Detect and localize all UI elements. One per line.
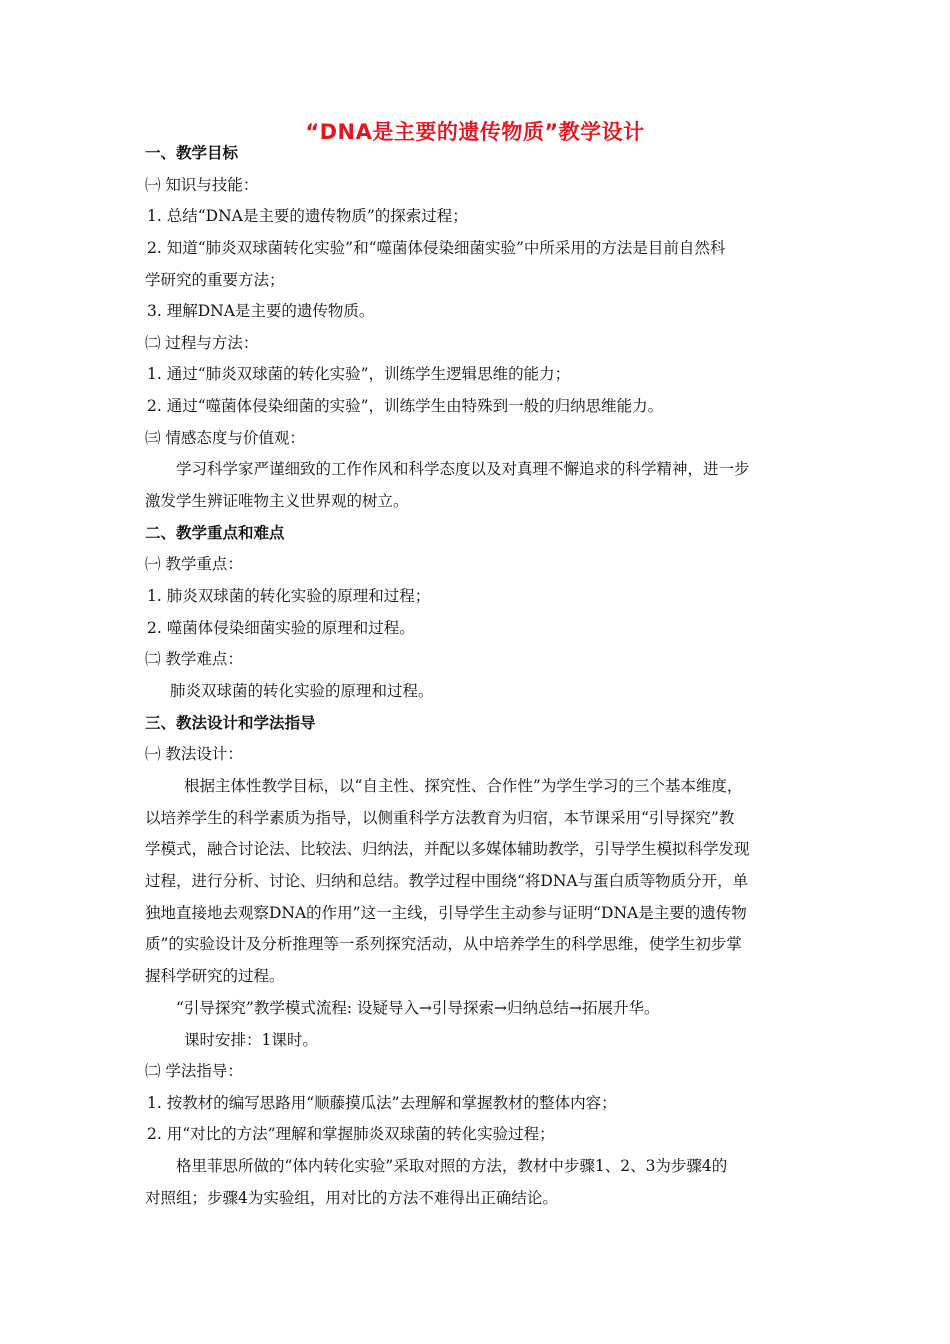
paragraph-line: 根据主体性教学目标，以“自主性、探究性、合作性”为学生学习的三个基本维度， [184,777,743,795]
subsection-heading: ㈠ 教法设计： [145,745,243,763]
paragraph-line: 学模式，融合讨论法、比较法、归纳法，并配以多媒体辅助教学，引导学生模拟科学发现 [145,840,750,858]
subsection-heading: ㈡ 学法指导： [145,1062,243,1080]
subsection-heading: ㈠ 教学重点： [145,555,243,573]
list-item: 1. 通过“肺炎双球菌的转化实验”，训练学生逻辑思维的能力； [147,365,571,383]
paragraph-line: 格里菲思所做的“体内转化实验”采取对照的方法，教材中步骤1、2、3为步骤4的 [176,1157,728,1175]
section-heading-2: 二、教学重点和难点 [145,524,285,542]
list-item: 2. 噬菌体侵染细菌实验的原理和过程。 [147,619,415,637]
list-item: 2. 用“对比的方法”理解和掌握肺炎双球菌的转化实验过程； [147,1125,555,1143]
list-item: 3. 理解DNA是主要的遗传物质。 [147,302,375,320]
list-item: 1. 肺炎双球菌的转化实验的原理和过程； [147,587,431,605]
list-item: 2. 通过“噬菌体侵染细菌的实验”，训练学生由特殊到一般的归纳思维能力。 [147,397,664,415]
paragraph-line: 过程，进行分析、讨论、归纳和总结。教学过程中围绕“将DNA与蛋白质等物质分开，单 [145,872,749,890]
paragraph-line: 质”的实验设计及分析推理等一系列探究活动，从中培养学生的科学思维，使学生初步掌 [145,935,742,953]
paragraph-line: 对照组；步骤4为实验组，用对比的方法不难得出正确结论。 [145,1189,558,1207]
list-item: 1. 按教材的编写思路用“顺藤摸瓜法”去理解和掌握教材的整体内容； [147,1094,617,1112]
paragraph-line: 课时安排：1课时。 [184,1031,318,1049]
paragraph-line: 学研究的重要方法； [145,271,285,289]
paragraph-line: 以培养学生的科学素质为指导，以侧重科学方法教育为归宿，本节课采用“引导探究”教 [145,809,735,827]
section-heading-1: 一、教学目标 [145,144,239,162]
section-heading-3: 三、教法设计和学法指导 [145,714,316,732]
paragraph-line: “引导探究”教学模式流程: 设疑导入→引导探索→归纳总结→拓展升华。 [176,999,660,1017]
subsection-heading: ㈡ 教学难点： [145,650,243,668]
paragraph-line: 独地直接地去观察DNA的作用”这一主线，引导学生主动参与证明“DNA是主要的遗传物 [145,904,747,922]
paragraph-line: 学习科学家严谨细致的工作作风和科学态度以及对真理不懈追求的科学精神，进一步 [176,460,750,478]
subsection-heading: ㈠ 知识与技能： [145,176,259,194]
paragraph-line: 肺炎双球菌的转化实验的原理和过程。 [170,682,434,700]
document-title: “DNA是主要的遗传物质”教学设计 [305,120,645,144]
subsection-heading: ㈢ 情感态度与价值观： [145,429,305,447]
list-item: 1. 总结“DNA是主要的遗传物质”的探索过程； [147,207,468,225]
list-item: 2. 知道“肺炎双球菌转化实验”和“噬菌体侵染细菌实验”中所采用的方法是目前自然科 [147,239,726,257]
subsection-heading: ㈡ 过程与方法： [145,334,259,352]
paragraph-line: 激发学生辨证唯物主义世界观的树立。 [145,492,409,510]
paragraph-line: 握科学研究的过程。 [145,967,285,985]
